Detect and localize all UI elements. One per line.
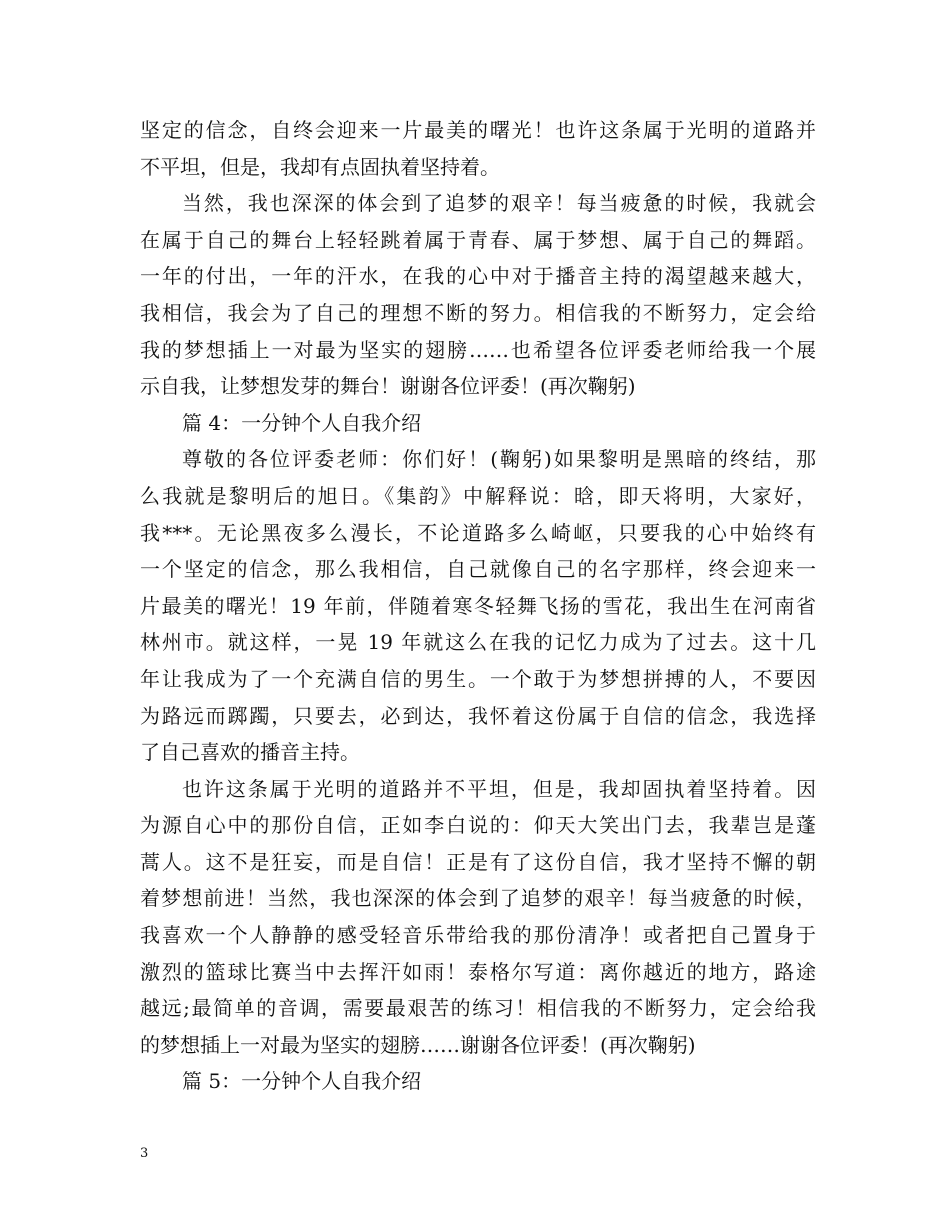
text-line: 的梦想插上一对最为坚实的翅膀……谢谢各位评委！(再次鞠躬) [140, 1032, 696, 1057]
document-body [140, 112, 816, 1100]
section-heading: 篇 5：一分钟个人自我介绍 [182, 1069, 422, 1094]
text-line: 不平坦，但是，我却有点固执着坚持着。 [140, 154, 500, 179]
text-line: 了自己喜欢的播音主持。 [140, 740, 360, 765]
text-line: 我的梦想插上一对最为坚实的翅膀……也希望各位评委老师给我一个展 [140, 337, 816, 362]
text-line: 我***。无论黑夜多么漫长，不论道路多么崎岖，只要我的心中始终有 [140, 520, 816, 545]
text-line: 越远;最简单的音调，需要最艰苦的练习！相信我的不断努力，定会给我 [140, 996, 816, 1021]
text-line: 我相信，我会为了自己的理想不断的努力。相信我的不断努力，定会给 [140, 300, 816, 325]
text-line: 示自我，让梦想发芽的舞台！谢谢各位评委！(再次鞠躬) [140, 374, 636, 399]
text-line: 林州市。就这样，一晃 19 年就这么在我的记忆力成为了过去。这十几 [140, 630, 816, 655]
text-line: 么我就是黎明后的旭日。《集韵》中解释说：晗，即天将明，大家好， [140, 483, 816, 508]
text-line: 也许这条属于光明的道路并不平坦，但是，我却固执着坚持着。因 [182, 776, 816, 801]
text-line: 片最美的曙光！19 年前，伴随着寒冬轻舞飞扬的雪花，我出生在河南省 [140, 593, 816, 618]
text-line: 一个坚定的信念，那么我相信，自己就像自己的名字那样，终会迎来一 [140, 557, 816, 582]
text-line: 年让我成为了一个充满自信的男生。一个敢于为梦想拼搏的人，不要因 [140, 666, 816, 691]
text-line: 尊敬的各位评委老师：你们好！(鞠躬)如果黎明是黑暗的终结，那 [182, 447, 816, 472]
text-line: 着梦想前进！当然，我也深深的体会到了追梦的艰辛！每当疲惫的时候， [140, 886, 816, 911]
text-line: 我喜欢一个人静静的感受轻音乐带给我的那份清净！或者把自己置身于 [140, 923, 816, 948]
text-line: 一年的付出，一年的汗水，在我的心中对于播音主持的渴望越来越大， [140, 264, 816, 289]
text-line: 为路远而踯躅，只要去，必到达，我怀着这份属于自信的信念，我选择 [140, 703, 816, 728]
page-number: 3 [140, 1146, 149, 1161]
text-line: 在属于自己的舞台上轻轻跳着属于青春、属于梦想、属于自己的舞蹈。 [140, 227, 816, 252]
text-line: 为源自心中的那份自信，正如李白说的：仰天大笑出门去，我辈岂是蓬 [140, 813, 816, 838]
text-line: 坚定的信念，自终会迎来一片最美的曙光！也许这条属于光明的道路并 [140, 118, 816, 142]
section-heading: 篇 4：一分钟个人自我介绍 [182, 410, 422, 435]
text-line: 蒿人。这不是狂妄，而是自信！正是有了这份自信，我才坚持不懈的朝 [140, 849, 816, 874]
text-line: 激烈的篮球比赛当中去挥汗如雨！泰格尔写道：离你越近的地方，路途 [140, 959, 816, 984]
text-line: 当然，我也深深的体会到了追梦的艰辛！每当疲惫的时候，我就会 [182, 191, 816, 216]
